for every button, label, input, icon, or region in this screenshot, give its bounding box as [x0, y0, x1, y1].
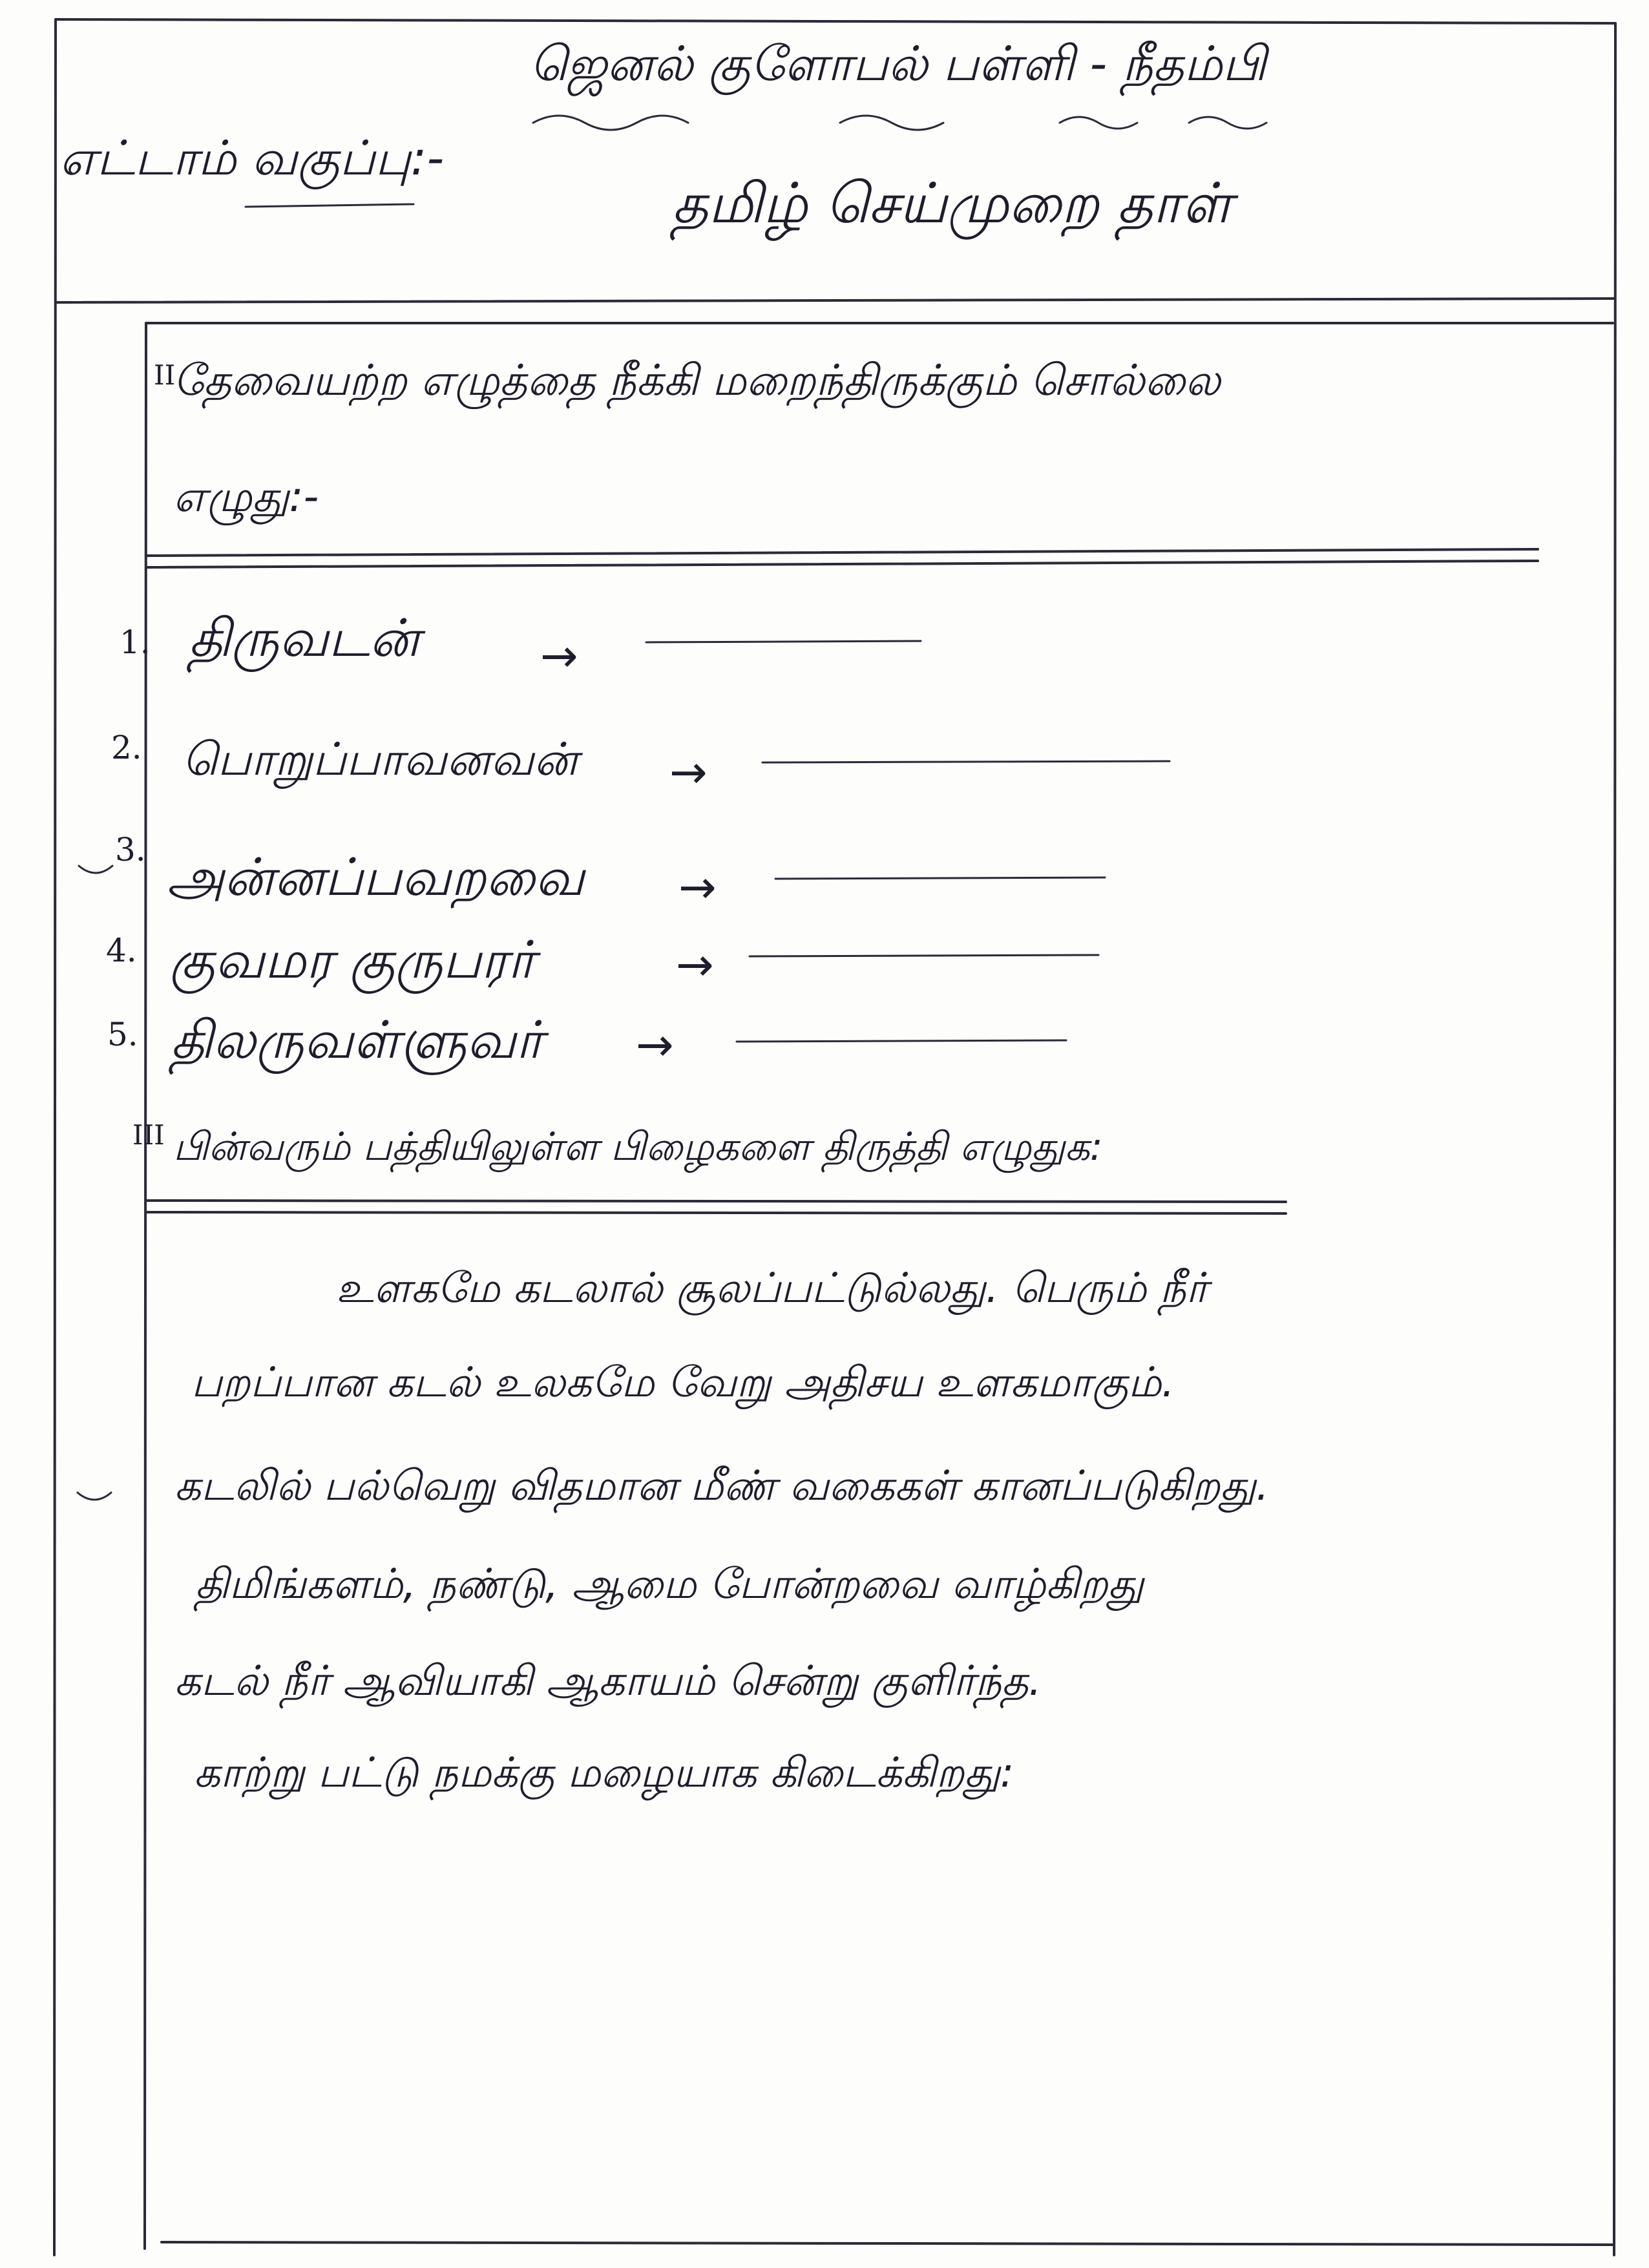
jumbled-word: குவமர குருபரர் — [169, 930, 535, 990]
paragraph-line: கடல் நீர் ஆவியாகி ஆகாயம் சென்று குளிர்ந்த. — [174, 1657, 1042, 1705]
arrow-right-icon: → — [669, 746, 708, 799]
paragraph-line: திமிங்களம், நண்டு, ஆமை போன்றவை வாழ்கிறது — [195, 1560, 1144, 1608]
arrow-right-icon: → — [676, 938, 714, 991]
item-number: 3. — [115, 831, 146, 868]
arrow-right-icon: → — [636, 1018, 674, 1071]
arrow-right-icon: → — [678, 861, 717, 914]
jumbled-word: பொறுப்பாவனவன் — [182, 733, 578, 786]
grade-label: எட்டாம் வகுப்பு:- — [59, 131, 445, 186]
section-2-instruction: தேவையற்ற எழுத்தை நீக்கி மறைந்திருக்கும் சொல்லை — [173, 355, 1221, 405]
paragraph-line: காற்று பட்டு நமக்கு மழையாக கிடைக்கிறது: — [194, 1749, 1014, 1797]
jumbled-word: திருவடன் — [189, 608, 420, 668]
paragraph-line: பறப்பான கடல் உலகமே வேறு அதிசய உளகமாகும். — [191, 1359, 1175, 1407]
arrow-right-icon: → — [540, 629, 578, 682]
item-number: 2. — [111, 729, 142, 766]
jumbled-word: அன்னப்பவறவை — [167, 847, 585, 907]
jumbled-word: திலருவள்ளுவர் — [171, 1010, 543, 1070]
section-2-number: II — [154, 359, 176, 391]
item-number: 4. — [106, 932, 137, 969]
paragraph-line: கடலில் பல்வெறு விதமான மீண் வகைகள் கானப்படுகிறது. — [174, 1462, 1269, 1510]
worksheet-title: தமிழ் செய்முறை தாள் — [672, 171, 1232, 236]
section-3-number: III — [132, 1119, 165, 1151]
item-number: 5. — [107, 1016, 138, 1053]
section-2-instruction-cont: எழுது:- — [173, 472, 319, 521]
section-3-instruction: பின்வரும் பத்தியிலுள்ள பிழைகளை திருத்தி எழுதுக: — [173, 1124, 1103, 1170]
school-name: ஜெனல் குளோபல் பள்ளி - நீதம்பி — [530, 36, 1266, 92]
item-number: 1. — [120, 624, 151, 661]
paragraph-line: உளகமே கடலால் சூலப்பட்டுல்லது. பெரும் நீர் — [336, 1265, 1208, 1312]
